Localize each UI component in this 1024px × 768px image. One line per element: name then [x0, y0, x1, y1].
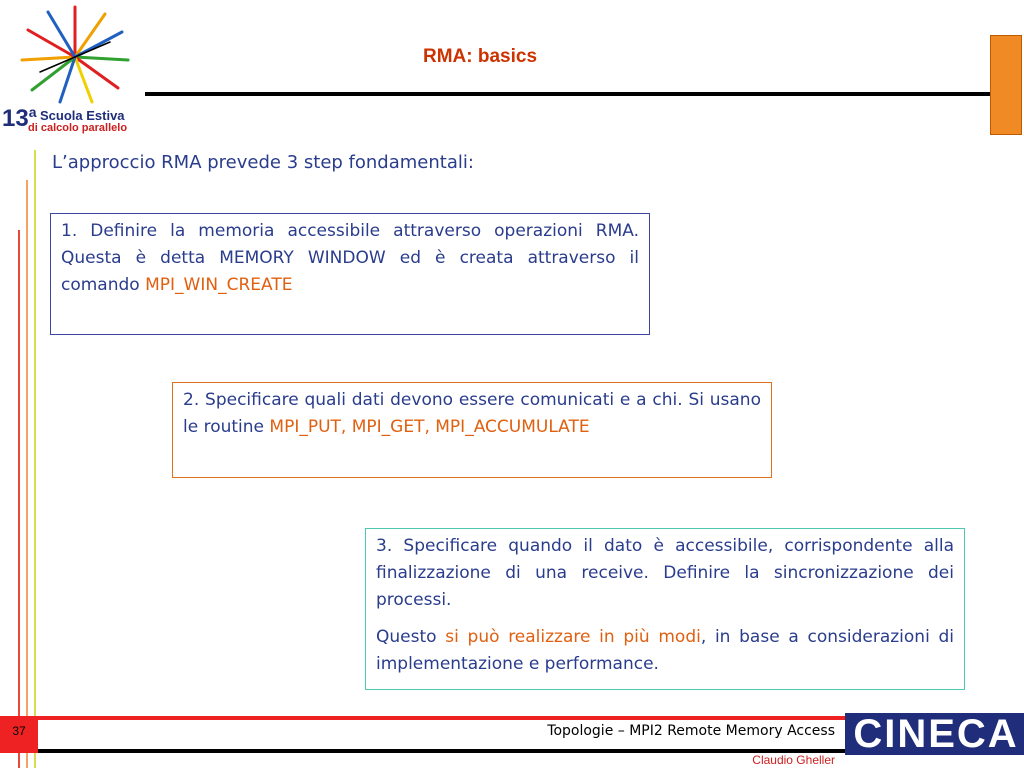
- step1-highlight: MPI_WIN_CREATE: [145, 275, 293, 295]
- step1-box: [50, 213, 650, 335]
- step2-box: [172, 382, 772, 478]
- step3-box: [365, 528, 965, 690]
- logo-line2: di calcolo parallelo: [28, 122, 128, 134]
- slide-title: RMA: basics: [422, 46, 538, 67]
- header-divider: [145, 92, 990, 96]
- step1-text: 1. Definire la memoria accessibile attraverso operazioni RMA. Questa è detta MEMORY WINDOW ed è creata attraverso il comando: [61, 221, 639, 295]
- step2-text: 2. Specificare quali dati devono essere comunicati e a chi. Si usano le routine: [183, 390, 761, 437]
- step2-highlight: MPI_PUT, MPI_GET, MPI_ACCUMULATE: [269, 417, 590, 437]
- intro-text: L’approccio RMA prevede 3 step fondamentali:: [52, 152, 474, 173]
- step3-note-prefix: Questo: [376, 627, 446, 647]
- footer-red-line: [0, 716, 845, 720]
- decor-line-orange: [26, 180, 28, 768]
- step3-text: 3. Specificare quando il dato è accessibile, corrispondente alla finalizzazione di una receive. Definire la sincronizzazione dei processi.: [376, 536, 954, 610]
- step3-note-suffix: , in base a considerazioni di implementazione e performance.: [376, 627, 955, 674]
- logo-number: 13$^a$: [2, 104, 37, 132]
- page-number: 37: [12, 724, 26, 738]
- accent-bar: [990, 35, 1022, 135]
- cineca-logo-text: CINECA: [853, 712, 1019, 756]
- footer-title: Topologie – MPI2 Remote Memory Access: [547, 723, 835, 739]
- logo-line1: Scuola Estiva: [40, 108, 125, 123]
- step3-note-highlight: si può realizzare in più modi: [445, 627, 701, 647]
- decor-line-yellow: [34, 150, 36, 768]
- author-name: Claudio Gheller: [752, 753, 835, 767]
- decor-line-red: [18, 230, 20, 768]
